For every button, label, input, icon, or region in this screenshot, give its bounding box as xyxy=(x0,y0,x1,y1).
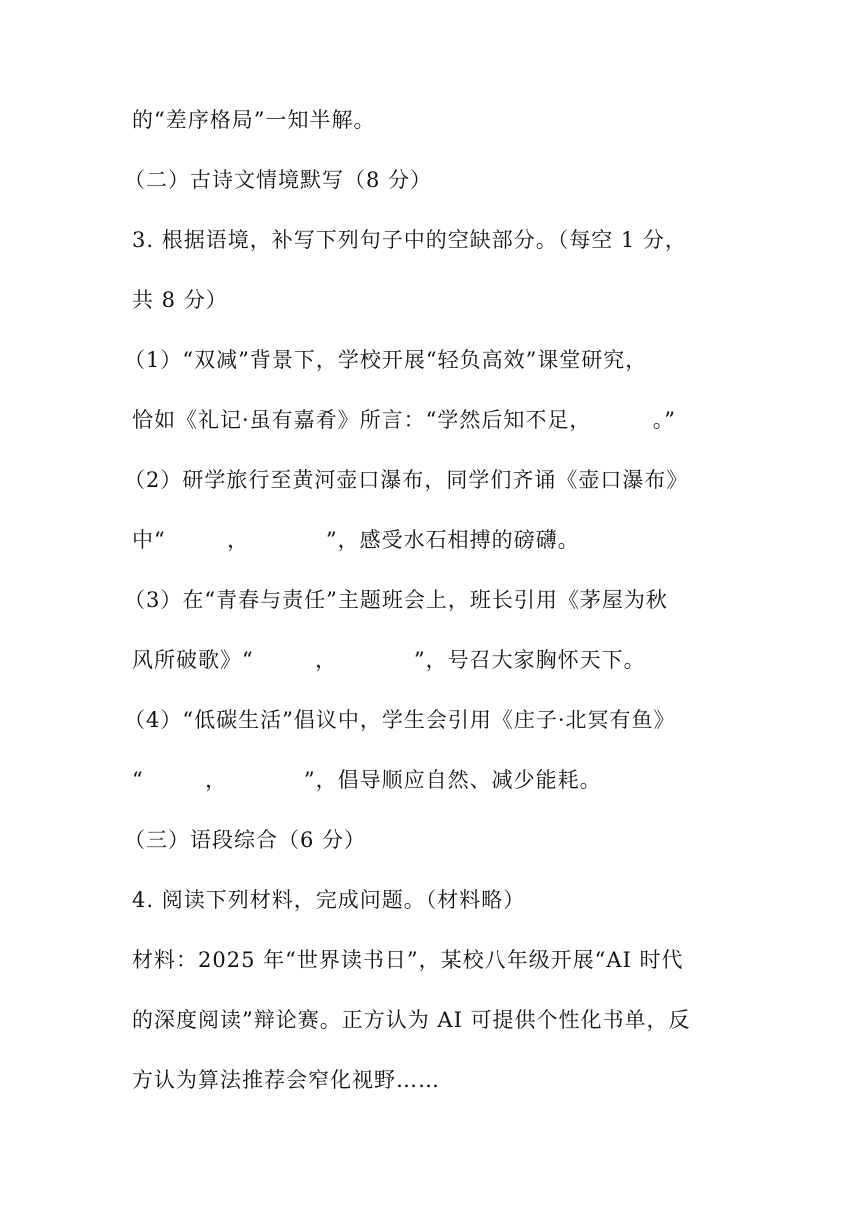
question-4-prompt: 4. 阅读下列材料，完成问题。（材料略） xyxy=(132,888,526,912)
section-heading-paragraph: （三）语段综合（6 分） xyxy=(124,828,367,852)
text-line-1: 的“差序格局”一知半解。 xyxy=(132,108,376,132)
question-3-prompt: 3. 根据语境，补写下列句子中的空缺部分。（每空 1 分， xyxy=(132,228,687,252)
item-2-line-2: 中“ ， ”，感受水石相搏的磅礴。 xyxy=(132,528,580,552)
item-2-line-1: （2）研学旅行至黄河壶口瀑布，同学们齐诵《壶口瀑布》 xyxy=(124,468,689,492)
item-4-line-2: “ ， ”，倡导顺应自然、减少能耗。 xyxy=(132,768,602,792)
section-heading-poetry: （二）古诗文情境默写（8 分） xyxy=(124,168,433,192)
material-line-2: 的深度阅读”辩论赛。正方认为 AI 可提供个性化书单，反 xyxy=(132,1008,691,1032)
material-line-3: 方认为算法推荐会窄化视野…… xyxy=(132,1068,440,1092)
item-4-line-1: （4）“低碳生活”倡议中，学生会引用《庄子·北冥有鱼》 xyxy=(124,708,676,732)
item-1-line-1: （1）“双减”背景下，学校开展“轻负高效”课堂研究， xyxy=(124,348,648,372)
item-3-line-2: 风所破歌》“ ， ”，号召大家胸怀天下。 xyxy=(132,648,646,672)
item-1-line-2: 恰如《礼记·虽有嘉肴》所言：“学然后知不足， 。” xyxy=(132,408,677,432)
item-3-line-1: （3）在“青春与责任”主题班会上，班长引用《茅屋为秋 xyxy=(124,588,668,612)
material-line-1: 材料：2025 年“世界读书日”，某校八年级开展“AI 时代 xyxy=(132,948,684,972)
question-3-prompt-cont: 共 8 分） xyxy=(132,288,228,312)
